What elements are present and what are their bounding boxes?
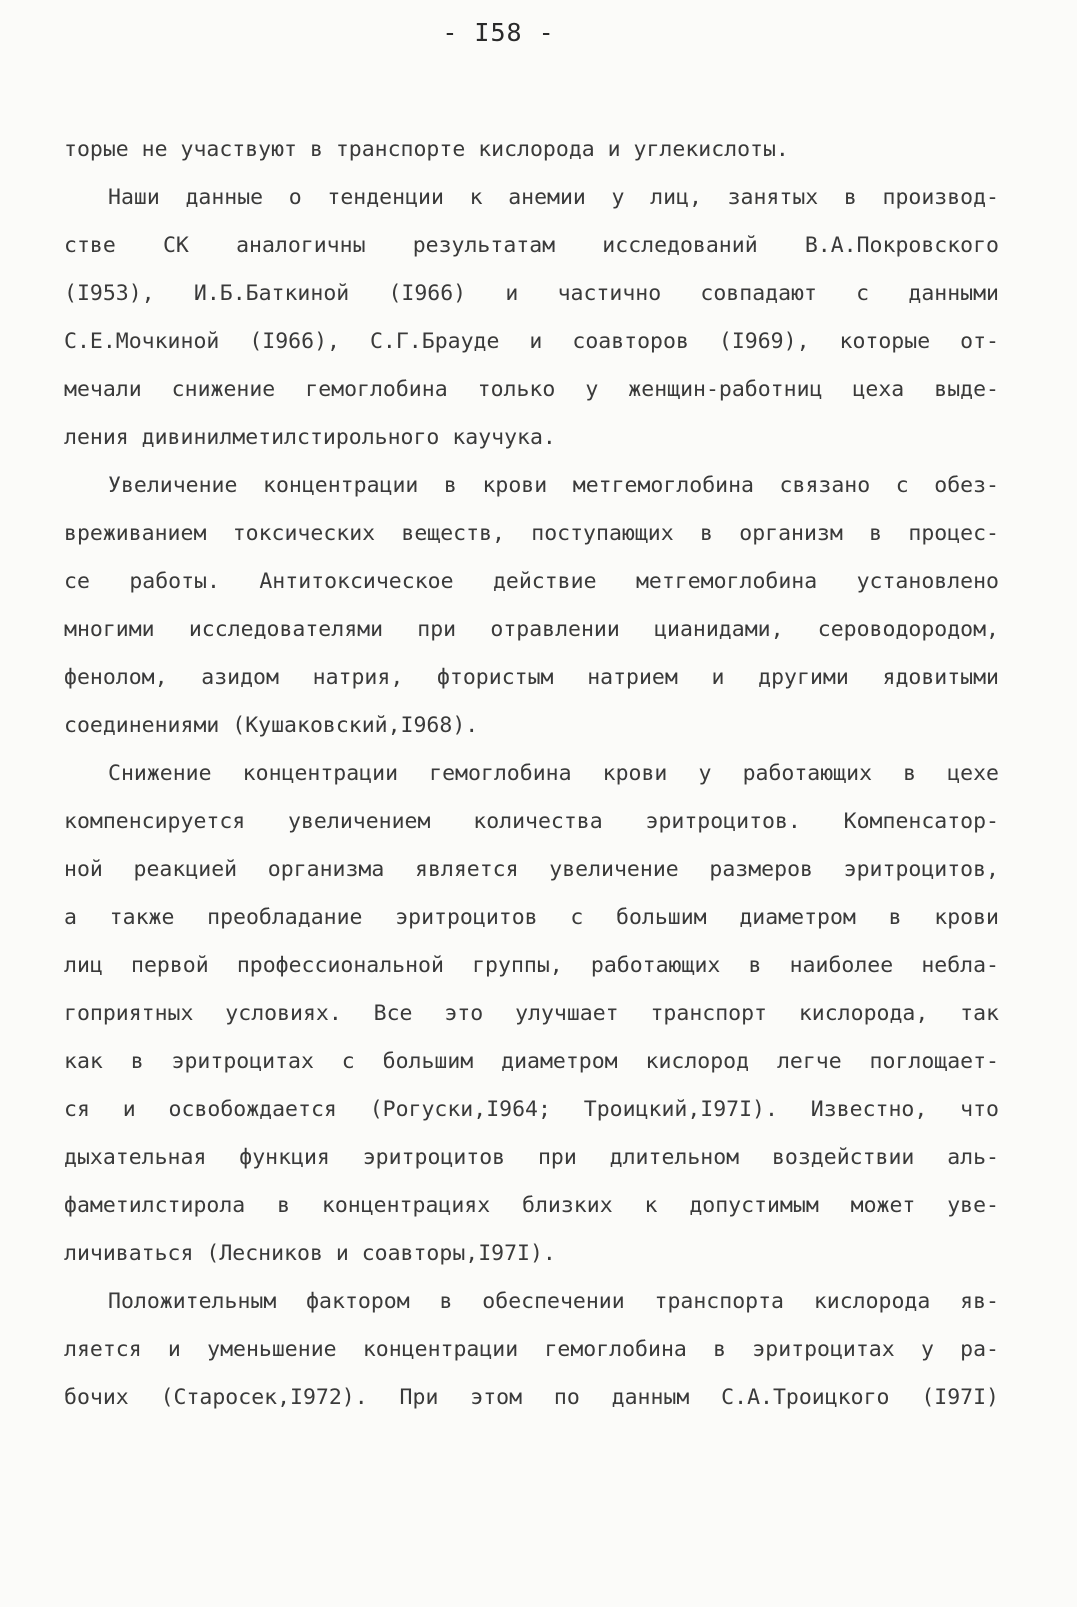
text-line: соединениями (Кушаковский,I968). [64, 713, 479, 738]
text-line: Увеличение концентрации в крови метгемоглобина связано с обез- [108, 473, 999, 498]
text-line: гоприятных условиях. Все это улучшает транспорт кислорода, так [64, 1001, 999, 1026]
text-line: торые не участвуют в транспорте кислорода и углекислоты. [64, 137, 789, 162]
text-line: как в эритроцитах с большим диаметром кислород легче поглощает- [64, 1049, 999, 1074]
text-line: (I953), И.Б.Баткиной (I966) и частично совпадают с данными [64, 281, 999, 306]
text-line: ной реакцией организма является увеличение размеров эритроцитов, [64, 857, 999, 882]
text-line: С.Е.Мочкиной (I966), С.Г.Брауде и соавторов (I969), которые от- [64, 329, 999, 354]
text-line: ляется и уменьшение концентрации гемоглобина в эритроцитах у ра- [64, 1337, 999, 1362]
text-line: личиваться (Лесников и соавторы,I97I). [64, 1241, 556, 1266]
text-line: дыхательная функция эритроцитов при длительном воздействии аль- [64, 1145, 999, 1170]
text-line: се работы. Антитоксическое действие метгемоглобина установлено [64, 569, 999, 594]
text-line: лиц первой профессиональной группы, работающих в наиболее небла- [64, 953, 999, 978]
text-line: ся и освобождается (Рогуски,I964; Троицкий,I97I). Известно, что [64, 1097, 999, 1122]
text-line: бочих (Старосек,I972). При этом по данным С.А.Троицкого (I97I) [64, 1385, 999, 1410]
text-line: фенолом, азидом натрия, фтористым натрием и другими ядовитыми [64, 665, 999, 690]
text-line: Положительным фактором в обеспечении транспорта кислорода яв- [108, 1289, 999, 1314]
text-line: Наши данные о тенденции к анемии у лиц, занятых в производ- [108, 185, 999, 210]
text-line: мечали снижение гемоглобина только у женщин-работниц цеха выде- [64, 377, 999, 402]
text-line: вреживанием токсических веществ, поступающих в организм в процес- [64, 521, 999, 546]
text-line: многими исследователями при отравлении цианидами, сероводородом, [64, 617, 999, 642]
text-line: а также преобладание эритроцитов с большим диаметром в крови [64, 905, 999, 930]
text-line: фаметилстирола в концентрациях близких к допустимым может уве- [64, 1193, 999, 1218]
text-line: стве СК аналогичны результатам исследований В.А.Покровского [64, 233, 999, 258]
body-text [64, 126, 999, 1422]
page-number: - I58 - [442, 18, 555, 47]
text-line: ления дивинилметилстирольного каучука. [64, 425, 556, 450]
text-line: компенсируется увеличением количества эритроцитов. Компенсатор- [64, 809, 999, 834]
text-line: Снижение концентрации гемоглобина крови у работающих в цехе [108, 761, 999, 786]
